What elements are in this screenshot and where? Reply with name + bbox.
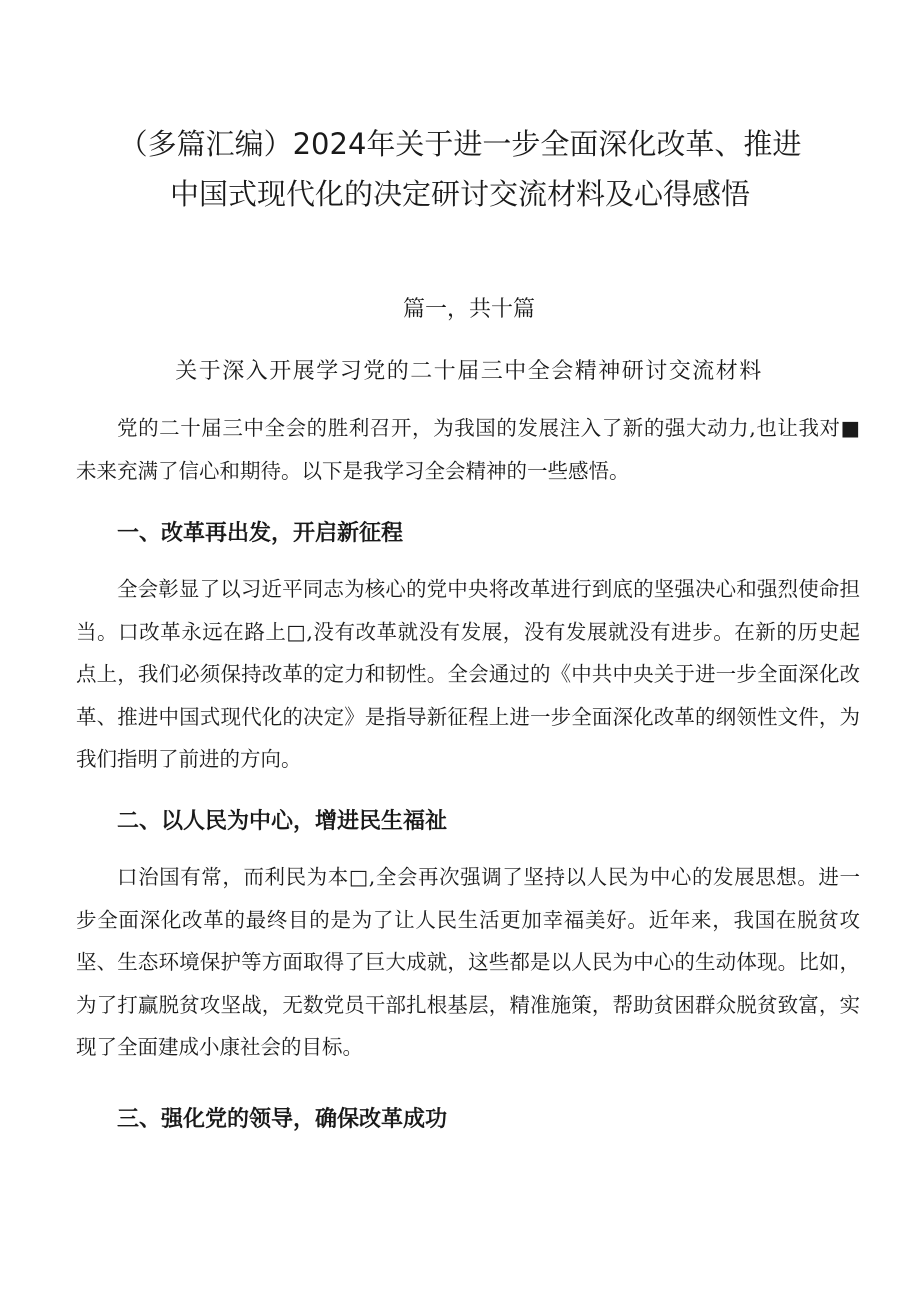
article-title: 关于深入开展学习党的二十届三中全会精神研讨交流材料 (175, 359, 763, 384)
section-heading-1: 一、改革再出发，开启新征程 (117, 521, 404, 546)
section-paragraph-2: 口治国有常，而利民为本□,全会再次强调了坚持以人民为中心的发展思想。进一步全面深化改革的最终目的是为了让人民生活更加幸福美好。近年来，我国在脱贫攻坚、生态环境保护等方面取得了巨大成就，这些都是以人民为中心的生动体现。比如，为了打赢脱贫攻坚战，无数党员干部扎根基层，精准施策，帮助贫困群众脱贫致富，实现了全面建成小康社会的目标。 (76, 865, 860, 1059)
intro-paragraph: 党的二十届三中全会的胜利召开，为我国的发展注入了新的强大动力,也让我对■未来充满了信心和期待。以下是我学习全会精神的一些感悟。 (76, 416, 860, 483)
part-label: 篇一，共十篇 (402, 297, 535, 322)
section-paragraph-1: 全会彰显了以习近平同志为核心的党中央将改革进行到底的坚强决心和强烈使命担当。口改革永远在路上□,没有改革就没有发展，没有发展就没有进步。在新的历史起点上，我们必须保持改革的定力和韧性。全会通过的《中共中央关于进一步全面深化改革、推进中国式现代化的决定》是指导新征程上进一步全面深化改革的纲领性文件，为我们指明了前进的方向。 (76, 577, 860, 771)
document-title-line-1: （多篇汇编）2024年关于进一步全面深化改革、推进 (118, 127, 802, 161)
document-title-line-2: 中国式现代化的决定研讨交流材料及心得感悟 (169, 177, 750, 211)
section-heading-2: 二、以人民为中心，增进民生福祉 (117, 809, 448, 834)
section-heading-3: 三、强化党的领导，确保改革成功 (117, 1107, 448, 1132)
